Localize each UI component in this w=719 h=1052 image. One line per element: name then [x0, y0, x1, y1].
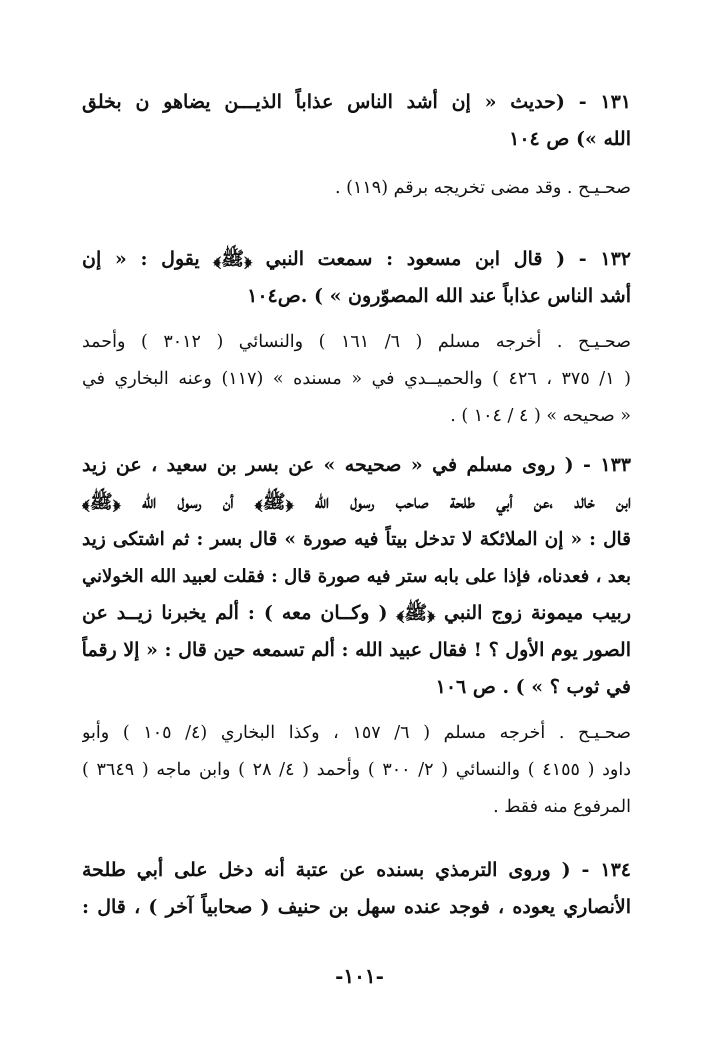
entry-132-note-line-3: « صحيحه » ( ٤ / ١٠٤ ) . — [450, 406, 631, 426]
entry-132-line-2: أشد الناس عذاباً عند الله المصوّرون » ) .ص١٠٤ — [247, 285, 631, 307]
entry-133-line-7: في ثوب ؟ » ) . ص ١٠٦ — [435, 676, 631, 698]
entry-133-grading — [82, 715, 631, 826]
page-number: -١٠١- — [335, 964, 384, 988]
entry-133-line-6: الصور يوم الأول ؟ ! فقال عبيد الله : ألم تسمعه حين قال : « إلا رقماً — [82, 639, 631, 661]
entry-131-line-1: ١٣١ - (حديث « إن أشد الناس عذاباً الذيـــن يضاهو ن بخلق — [82, 91, 631, 113]
entry-133-line-5: ربيب ميمونة زوج النبي ﴿ﷺ﴾ ( وكــان معه ) : ألم يخبرنا زيــد عن — [82, 602, 631, 624]
entry-131-grading — [82, 170, 631, 207]
entry-132-line-1: ١٣٢ - ( قال ابن مسعود : سمعت النبي ﴿ﷺ﴾ يقول : « إن — [82, 248, 631, 270]
entry-131 — [82, 84, 631, 158]
entry-133-note-line-2: داود ( ٤١٥٥ ) والنسائي ( ٢/ ٣٠٠ ) وأحمد ( ٤/ ٢٨ ) وابن ماجه ( ٣٦٤٩ ) — [82, 760, 631, 780]
entry-133-line-4: بعد ، فعدناه، فإذا على بابه ستر فيه صورة قال : فقلت لعبيد الله الخولاني — [82, 566, 631, 587]
entry-133-line-1: ١٣٣ - ( روى مسلم في « صحيحه » عن بسر بن سعيد ، عن زيد — [82, 454, 631, 476]
entry-134-line-2: الأنصاري يعوده ، فوجد عنده سهل بن حنيف ( صحابياً آخر ) ، قال : — [82, 896, 631, 918]
entry-132-note-line-1: صحـيـح . أخرجه مسلم ( ٦/ ١٦١ ) والنسائي ( ٣٠١٢ ) وأحمد — [82, 332, 631, 352]
entry-134-line-1: ١٣٤ - ( وروى الترمذي بسنده عن عتبة أنه دخل على أبي طلحة — [82, 859, 631, 881]
entry-132-grading — [82, 324, 631, 435]
entry-133-line-3: قال : « إن الملائكة لا تدخل بيتاً فيه صورة » قال بسر : ثم اشتكى زيد — [82, 529, 631, 550]
entry-131-note-line-1: صحـيـح . وقد مضى تخريجه برقم (١١٩) . — [335, 178, 631, 198]
entry-133-line-2: ابن خالد ،عن أبي طلحة صاحب رسول الله ﴿ﷺ﴾ أن رسول الله ﴿ﷺ﴾ — [82, 491, 631, 513]
entry-132 — [82, 241, 631, 315]
entry-133 — [82, 447, 631, 706]
entry-134 — [82, 852, 631, 926]
entry-133-note-line-1: صحـيـح . أخرجه مسلم ( ٦/ ١٥٧ ، وكذا البخاري (٤/ ١٠٥ ) وأبو — [82, 723, 631, 743]
entry-132-note-line-2: ( ١/ ٣٧٥ ، ٤٢٦ ) والحميــدي في « مسنده » (١١٧) وعنه البخاري في — [82, 369, 631, 389]
entry-133-note-line-3: المرفوع منه فقط . — [493, 797, 631, 817]
entry-131-line-2: الله ») ص ١٠٤ — [509, 128, 631, 150]
